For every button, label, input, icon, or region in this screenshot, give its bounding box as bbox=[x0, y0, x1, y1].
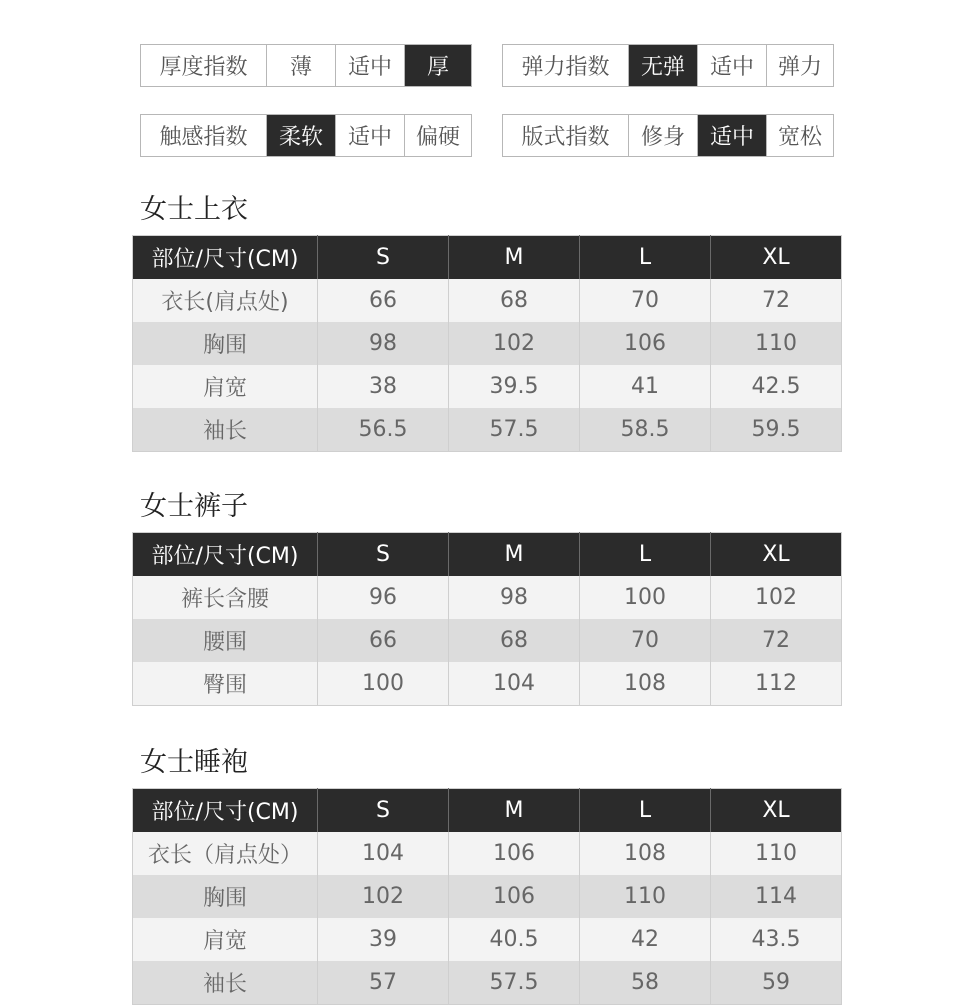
table-cell: 102 bbox=[449, 322, 580, 365]
fit-index-label: 版式指数 bbox=[521, 125, 610, 150]
table-cell: 102 bbox=[711, 576, 842, 619]
table-cell: 裤长含腰 bbox=[133, 576, 318, 619]
header-cell: S bbox=[318, 789, 449, 833]
table-header-row bbox=[133, 236, 842, 280]
table-cell: 胸围 bbox=[133, 322, 318, 365]
fit-option-regular: 适中 bbox=[697, 115, 766, 156]
table-cell: 104 bbox=[449, 662, 580, 706]
table-cell: 68 bbox=[449, 279, 580, 322]
fit-option-slim: 修身 bbox=[628, 115, 697, 156]
indices-row-1 bbox=[140, 44, 834, 87]
table-cell: 104 bbox=[318, 832, 449, 875]
table-cell: 57.5 bbox=[449, 408, 580, 452]
header-cell: XL bbox=[711, 533, 842, 577]
table-cell: 98 bbox=[318, 322, 449, 365]
table-header-row bbox=[133, 789, 842, 833]
section-title: 女士睡袍 bbox=[140, 747, 248, 778]
table-header-row bbox=[133, 533, 842, 577]
table-cell: 114 bbox=[711, 875, 842, 918]
table-cell: 59.5 bbox=[711, 408, 842, 452]
table-cell: 58 bbox=[580, 961, 711, 1005]
table-cell: 66 bbox=[318, 279, 449, 322]
table-cell: 70 bbox=[580, 619, 711, 662]
table-row bbox=[133, 918, 842, 961]
table-cell: 衣长(肩点处) bbox=[133, 279, 318, 322]
table-cell: 58.5 bbox=[580, 408, 711, 452]
table-cell: 68 bbox=[449, 619, 580, 662]
header-cell: 部位/尺寸(CM) bbox=[133, 789, 318, 833]
header-cell: S bbox=[318, 533, 449, 577]
table-cell: 40.5 bbox=[449, 918, 580, 961]
touch-option-soft: 柔软 bbox=[266, 115, 335, 156]
elasticity-option-none: 无弹 bbox=[628, 45, 697, 86]
section-title: 女士上衣 bbox=[140, 194, 248, 225]
size-table bbox=[132, 235, 842, 452]
table-cell: 106 bbox=[449, 832, 580, 875]
size-table-pants bbox=[132, 490, 842, 706]
table-cell: 108 bbox=[580, 832, 711, 875]
elasticity-option-stretch: 弹力 bbox=[766, 45, 833, 86]
section-title: 女士裤子 bbox=[140, 491, 248, 522]
size-table-robe bbox=[132, 746, 842, 1005]
thickness-index-label: 厚度指数 bbox=[159, 55, 248, 80]
table-cell: 96 bbox=[318, 576, 449, 619]
table-cell: 100 bbox=[580, 576, 711, 619]
table-cell: 72 bbox=[711, 279, 842, 322]
thickness-option-medium: 适中 bbox=[335, 45, 404, 86]
size-table bbox=[132, 788, 842, 1005]
table-cell: 39.5 bbox=[449, 365, 580, 408]
table-cell: 41 bbox=[580, 365, 711, 408]
table-cell: 腰围 bbox=[133, 619, 318, 662]
table-cell: 110 bbox=[711, 322, 842, 365]
header-cell: 部位/尺寸(CM) bbox=[133, 236, 318, 280]
table-cell: 42.5 bbox=[711, 365, 842, 408]
table-cell: 肩宽 bbox=[133, 918, 318, 961]
touch-option-medium: 适中 bbox=[335, 115, 404, 156]
table-row bbox=[133, 408, 842, 452]
table-cell: 肩宽 bbox=[133, 365, 318, 408]
touch-index bbox=[140, 114, 472, 157]
table-row bbox=[133, 322, 842, 365]
thickness-option-thick: 厚 bbox=[404, 45, 471, 86]
table-row bbox=[133, 279, 842, 322]
table-cell: 102 bbox=[318, 875, 449, 918]
table-cell: 66 bbox=[318, 619, 449, 662]
header-cell: L bbox=[580, 789, 711, 833]
header-cell: 部位/尺寸(CM) bbox=[133, 533, 318, 577]
table-cell: 106 bbox=[580, 322, 711, 365]
size-table bbox=[132, 532, 842, 706]
table-cell: 110 bbox=[580, 875, 711, 918]
fit-option-loose: 宽松 bbox=[766, 115, 833, 156]
indices-row-2 bbox=[140, 114, 834, 157]
table-row bbox=[133, 619, 842, 662]
table-cell: 100 bbox=[318, 662, 449, 706]
table-row bbox=[133, 662, 842, 706]
fabric-indices bbox=[140, 44, 834, 184]
touch-index-label: 触感指数 bbox=[159, 125, 248, 150]
elasticity-index-label: 弹力指数 bbox=[521, 55, 610, 80]
header-cell: M bbox=[449, 789, 580, 833]
table-row bbox=[133, 832, 842, 875]
table-cell: 59 bbox=[711, 961, 842, 1005]
size-table-tops bbox=[132, 193, 842, 452]
table-cell: 43.5 bbox=[711, 918, 842, 961]
table-cell: 56.5 bbox=[318, 408, 449, 452]
elasticity-option-medium: 适中 bbox=[697, 45, 766, 86]
table-cell: 110 bbox=[711, 832, 842, 875]
header-cell: S bbox=[318, 236, 449, 280]
thickness-option-thin: 薄 bbox=[266, 45, 335, 86]
header-cell: XL bbox=[711, 236, 842, 280]
header-cell: L bbox=[580, 533, 711, 577]
table-cell: 57.5 bbox=[449, 961, 580, 1005]
table-cell: 112 bbox=[711, 662, 842, 706]
table-row bbox=[133, 875, 842, 918]
table-row bbox=[133, 576, 842, 619]
table-row bbox=[133, 365, 842, 408]
header-cell: XL bbox=[711, 789, 842, 833]
table-cell: 胸围 bbox=[133, 875, 318, 918]
table-cell: 42 bbox=[580, 918, 711, 961]
table-cell: 70 bbox=[580, 279, 711, 322]
table-cell: 106 bbox=[449, 875, 580, 918]
touch-option-stiff: 偏硬 bbox=[404, 115, 471, 156]
fit-index bbox=[502, 114, 834, 157]
elasticity-index bbox=[502, 44, 834, 87]
table-cell: 衣长（肩点处） bbox=[133, 832, 318, 875]
header-cell: M bbox=[449, 236, 580, 280]
table-cell: 98 bbox=[449, 576, 580, 619]
table-cell: 38 bbox=[318, 365, 449, 408]
table-cell: 袖长 bbox=[133, 961, 318, 1005]
table-cell: 72 bbox=[711, 619, 842, 662]
table-cell: 57 bbox=[318, 961, 449, 1005]
header-cell: L bbox=[580, 236, 711, 280]
table-cell: 袖长 bbox=[133, 408, 318, 452]
thickness-index bbox=[140, 44, 472, 87]
table-cell: 39 bbox=[318, 918, 449, 961]
table-row bbox=[133, 961, 842, 1005]
header-cell: M bbox=[449, 533, 580, 577]
table-cell: 108 bbox=[580, 662, 711, 706]
table-cell: 臀围 bbox=[133, 662, 318, 706]
